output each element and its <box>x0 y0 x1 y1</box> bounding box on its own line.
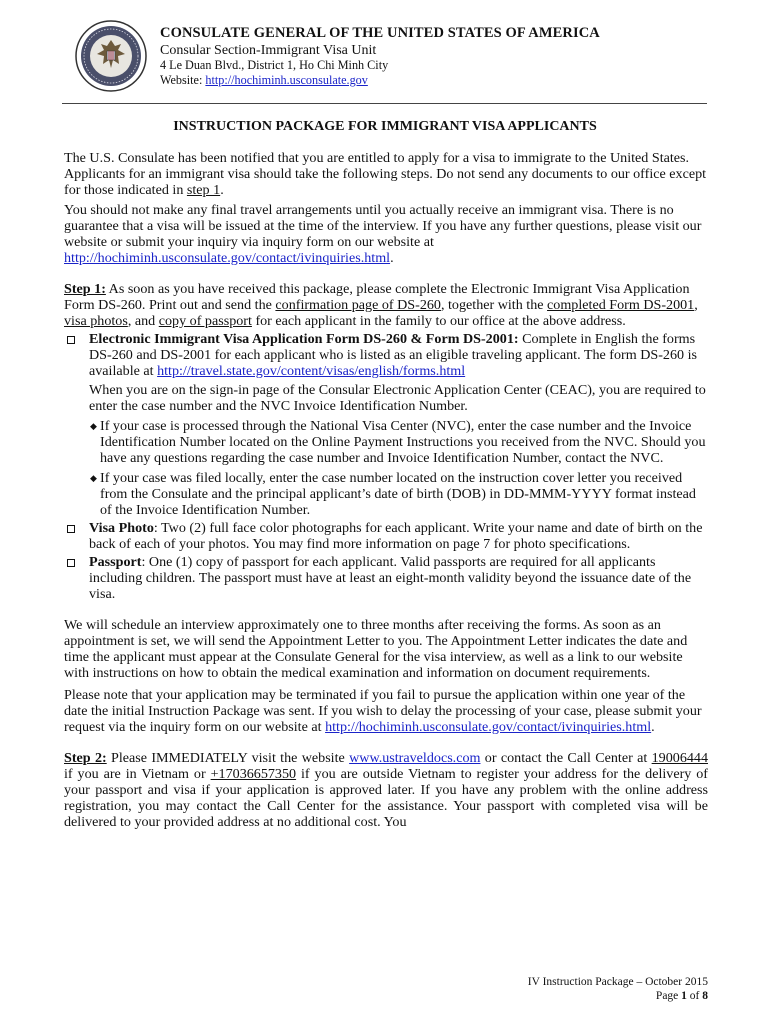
letterhead <box>160 26 720 88</box>
website-label: Website: <box>160 73 206 87</box>
checkbox-bullet-icon <box>67 559 75 567</box>
consulate-title: CONSULATE GENERAL OF THE UNITED STATES OF AMERICA <box>160 25 600 41</box>
page-title: INSTRUCTION PACKAGE FOR IMMIGRANT VISA APPLICANTS <box>173 119 597 134</box>
page-footer <box>528 975 708 1003</box>
ceac-paragraph: When you are on the sign-in page of the Consular Electronic Application Center (CEAC), you are required to enter the case number and the NVC Invoice Identification Number. <box>89 382 706 414</box>
phone-international: +17036657350 <box>210 766 297 782</box>
step1-reference: step 1 <box>186 182 221 198</box>
sub-item-local: ◆ If your case was filed locally, enter the case number located on the instruction cover letter you received from the Consulate and the principal applicant’s date of birth (DOB) in DD-MMM-YYYY format instead of the Invoice Identification Number. <box>90 470 696 518</box>
forms-link[interactable]: http://travel.state.gov/content/visas/english/forms.html <box>157 363 466 379</box>
list-item-ds260: Electronic Immigrant Visa Application Form DS-260 & Form DS-2001: Complete in English the forms DS-260 and DS-2001 for each applicant who is listed as an eligible traveling applicant. The form DS-260 is available at http://travel.state.gov/content/visas/english/forms.html <box>64 331 708 379</box>
phone-vietnam: 19006444 <box>651 750 708 766</box>
diamond-bullet-icon: ◆ <box>90 421 97 431</box>
step2-paragraph: Step 2: Please IMMEDIATELY visit the website www.ustraveldocs.com or contact the Call Center at 19006444 if you are in Vietnam or +17036657350 if you are outside Vietnam to register your address for the delivery of your passport and visa if your application is approved later. If you have any problem with the online address registration, you may contact the Call Center for the assistance. Your passport with completed visa will be delivered to your provided address at no additional cost. You <box>64 750 709 830</box>
schedule-paragraph: We will schedule an interview approximately one to three months after receiving the forms. As soon as an appointment is set, we will send the Appointment Letter to you. The Appointment Letter indicates the date and time the applicant must appear at the Consulate General for the visa interview, as well as a link to our website with instructions on how to obtain the medical examination and information on document requirements. <box>64 617 688 681</box>
document-body <box>64 150 708 830</box>
inquiry-link[interactable]: http://hochiminh.usconsulate.gov/contact/ivinquiries.html <box>64 250 391 266</box>
footer-package: IV Instruction Package – October 2015 <box>527 976 708 988</box>
consulate-seal-icon <box>75 20 147 92</box>
diamond-bullet-icon: ◆ <box>90 473 97 483</box>
checkbox-bullet-icon <box>67 336 75 344</box>
step2-label: Step 2: <box>64 750 107 766</box>
sub-item-nvc: ◆ If your case is processed through the National Visa Center (NVC), enter the case number and the Invoice Identification Number located on the Online Payment Instructions you received from the NVC. Should you have any questions regarding the case number and Invoice Identification Number, contact the NVC. <box>90 418 706 466</box>
list-item-photo: Visa Photo: Two (2) full face color photographs for each applicant. Write your name and date of birth on the back of each of your photos. You may find more information on page 7 for photo specifications. <box>64 520 708 552</box>
website-line <box>160 73 720 88</box>
intro-paragraph: The U.S. Consulate has been notified that you are entitled to apply for a visa to immigrate to the United States. Applicants for an immigrant visa should take the following steps. Do not send any documents to our office except for those indicated in step 1. <box>64 150 707 198</box>
header-divider <box>62 103 707 104</box>
website-link[interactable]: http://hochiminh.usconsulate.gov <box>205 73 368 87</box>
step1-label: Step 1: <box>64 281 106 297</box>
page-number: Page 1 of 8 <box>655 990 708 1002</box>
section-name: Consular Section-Immigrant Visa Unit <box>160 43 377 58</box>
travel-paragraph: You should not make any final travel arrangements until you actually receive an immigrant visa. There is no guarantee that a visa will be issued at the time of the interview. If you have any further questions, please visit our website or submit your inquiry via inquiry form on our website at http://hochiminh.usconsulate.gov/contact/ivinquiries.html. <box>64 202 702 266</box>
inquiry-link-2[interactable]: http://hochiminh.usconsulate.gov/contact/ivinquiries.html <box>325 719 652 735</box>
termination-paragraph: Please note that your application may be terminated if you fail to pursue the application within one year of the date the initial Instruction Package was sent. If you wish to delay the processing of your case, please submit your request via the inquiry form on our website at http://hochiminh.usconsulate.gov/contact/ivinquiries.html. <box>64 687 702 735</box>
step1-paragraph: Step 1: As soon as you have received this package, please complete the Electronic Immigrant Visa Application Form DS-260. Print out and send the confirmation page of DS-260, together with the completed Form DS-2001, visa photos, and copy of passport for each applicant in the family to our office at the above address. <box>64 281 698 329</box>
ustraveldocs-link[interactable]: www.ustraveldocs.com <box>349 750 481 766</box>
address: 4 Le Duan Blvd., District 1, Ho Chi Minh City <box>160 58 389 72</box>
list-item-passport: Passport: One (1) copy of passport for each applicant. Valid passports are required for all applicants including children. The passport must have at least an eight-month validity beyond the issuance date of the visa. <box>64 554 708 602</box>
checkbox-bullet-icon <box>67 525 75 533</box>
